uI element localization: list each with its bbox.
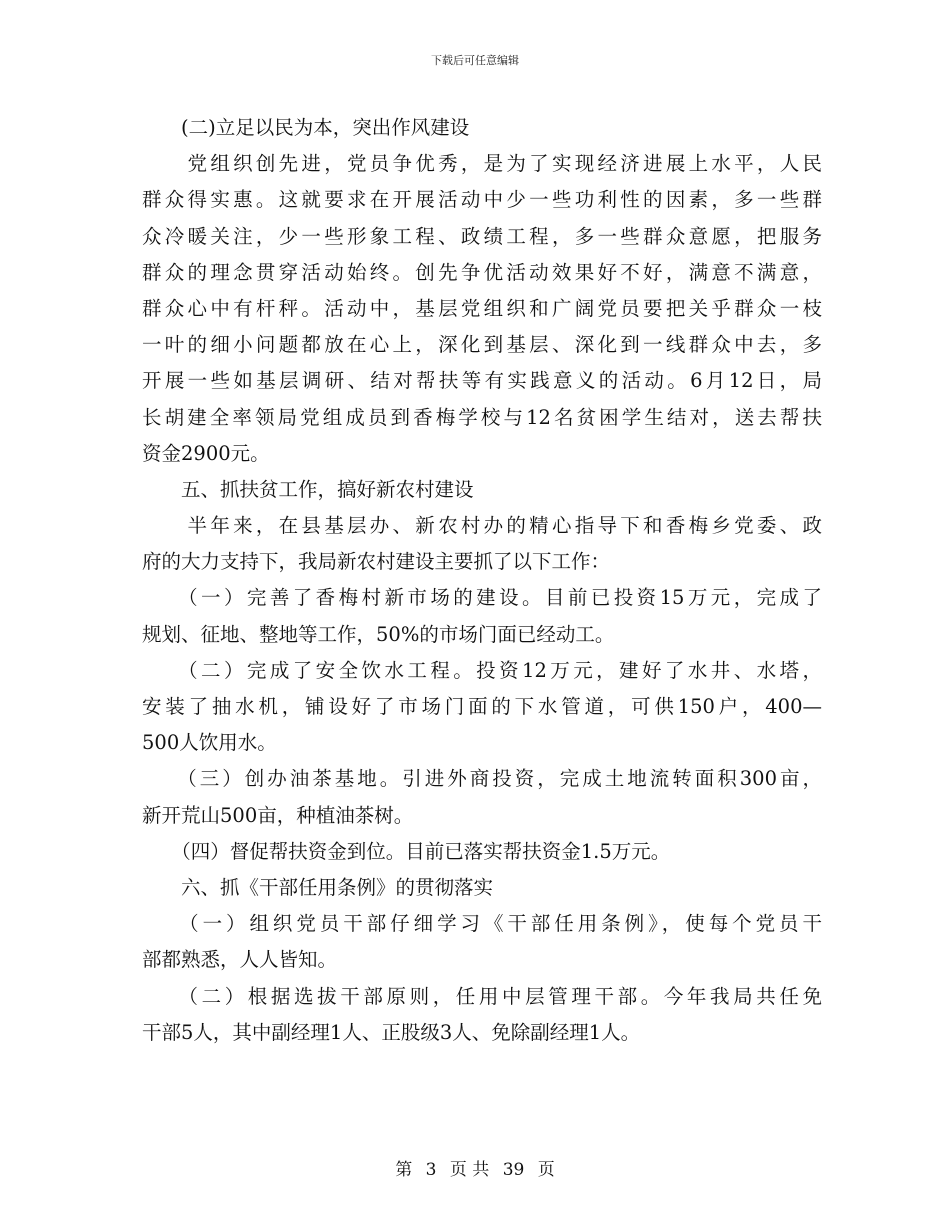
text-line: 规划、征地、整地等工作，50%的市场门面已经动工。 [142,622,615,646]
text-line: （一）完善了香梅村新市场的建设。目前已投资15万元，完成了 [142,586,822,610]
page-header: 下载后可任意编辑 [431,54,519,67]
footer-page-number: 3 [425,1160,437,1180]
text-line: 群众心中有杆秤。活动中，基层党组织和广阔党员要把关乎群众一枝 [142,296,822,320]
text-line: 新开荒山500亩，种植油茶树。 [142,803,414,827]
text-line: (二)立足以民为本，突出作风建设 [142,116,470,139]
text-line: （二）根据选拔干部原则，任用中层管理干部。今年我局共任免 [142,984,822,1008]
page-footer [0,1155,950,1180]
text-line: 府的大力支持下，我局新农村建设主要抓了以下工作： [142,550,611,574]
footer-middle: 页 共 [449,1160,490,1180]
text-line: 资金2900元。 [142,441,270,465]
text-line: （四）督促帮扶资金到位。目前已落实帮扶资金1.5万元。 [142,839,671,863]
text-line: 六、抓《干部任用条例》的贯彻落实 [142,875,494,899]
text-line: 500人饮用水。 [142,731,277,755]
text-line: 群众的理念贯穿活动始终。创先争优活动效果好不好，满意不满意， [142,260,822,284]
text-line: 安装了抽水机，铺设好了市场门面的下水管道，可供150户，400— [142,695,822,718]
text-line: 长胡建全率领局党组成员到香梅学校与12名贫困学生结对，送去帮扶 [142,405,822,429]
text-line: 一叶的细小问题都放在心上，深化到基层、深化到一线群众中去，多 [142,333,822,357]
footer-suffix: 页 [537,1160,555,1180]
footer-total-pages: 39 [502,1160,525,1180]
text-line: （一）组织党员干部仔细学习《干部任用条例》，使每个党员干 [142,912,822,936]
text-line: 开展一些如基层调研、结对帮扶等有实践意义的活动。6月12日，局 [142,369,822,393]
footer-prefix: 第 [395,1160,413,1180]
text-line: 半年来，在县基层办、新农村办的精心指导下和香梅乡党委、政 [142,514,822,538]
text-line: 众冷暖关注，少一些形象工程、政绩工程，多一些群众意愿，把服务 [142,224,822,248]
text-line: 五、抓扶贫工作，搞好新农村建设 [142,477,474,501]
text-line: 部都熟悉，人人皆知。 [142,948,338,972]
text-line: 党组织创先进，党员争优秀，是为了实现经济进展上水平，人民 [142,152,822,176]
text-line: （二）完成了安全饮水工程。投资12万元，建好了水井、水塔， [142,658,822,682]
document-body [142,110,822,1051]
text-line: 群众得实惠。这就要求在开展活动中少一些功利性的因素，多一些群 [142,188,822,212]
text-line: （三）创办油茶基地。引进外商投资，完成土地流转面积300亩， [142,767,822,791]
text-line: 干部5人，其中副经理1人、正股级3人、免除副经理1人。 [142,1020,641,1044]
